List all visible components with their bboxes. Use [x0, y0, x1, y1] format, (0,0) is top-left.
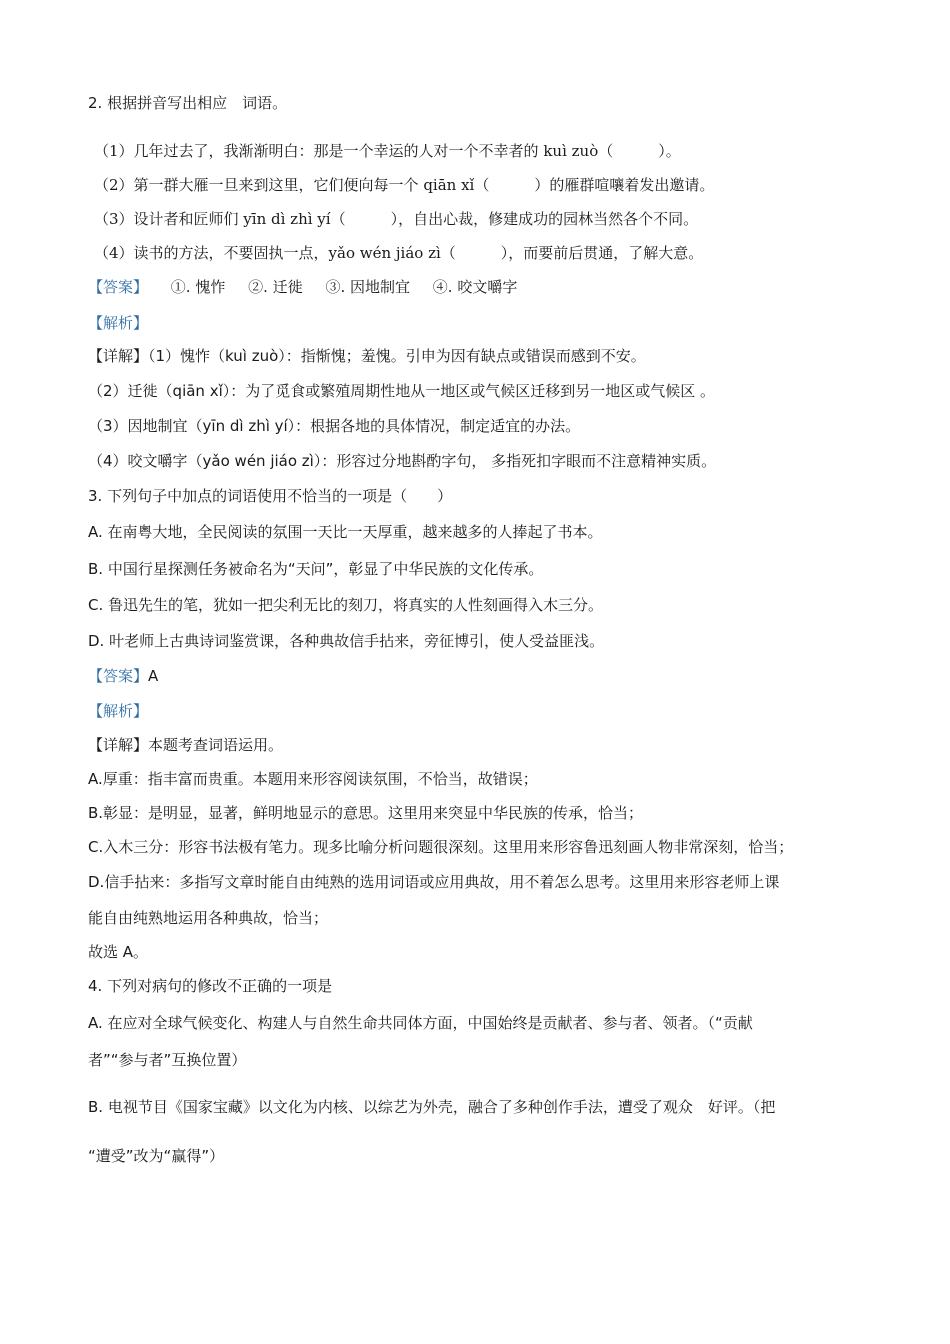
q2-analysis-label: 【解析】: [88, 314, 149, 332]
q2-item-3: （3）设计者和匠师们 yīn dì zhì yí（ ），自出心裁，修建成功的园林当然各个不同。: [94, 210, 699, 228]
q3-detail-1: 【详解】本题考查词语运用。: [88, 736, 284, 754]
q4-option-a-cont: 者”“参与者”互换位置）: [88, 1051, 247, 1069]
answer-1: ①. 愧怍: [170, 278, 226, 296]
q4-option-b-cont: “遭受”改为“赢得”）: [88, 1147, 225, 1165]
q3-title: 3. 下列句子中加点的词语使用不恰当的一项是（ ）: [88, 487, 453, 505]
answer-3: ③. 因地制宜: [325, 278, 410, 296]
q3-option-a: A. 在南粤大地，全民阅读的氛围一天比一天厚重，越来越多的人捧起了书本。: [88, 523, 603, 541]
q3-detail-2: A.厚重：指丰富而贵重。本题用来形容阅读氛围，不恰当，故错误；: [88, 770, 538, 788]
q2-detail-3: （3）因地制宜（yīn dì zhì yí）：根据各地的具体情况，制定适宜的办法。: [88, 417, 581, 435]
q3-detail-7: 故选 A。: [88, 943, 149, 961]
q3-detail-4: C.入木三分：形容书法极有笔力。现多比喻分析问题很深刻。这里用来形容鲁迅刻画人物非常深刻，恰当；: [88, 838, 794, 856]
q3-detail-5: D.信手拈来：多指写文章时能自由纯熟的选用词语或应用典故，用不着怎么思考。这里用来形容老师上课: [88, 873, 780, 891]
answer-label: 【答案】: [88, 667, 149, 685]
q3-answer-line: [88, 666, 158, 686]
q2-title: 2. 根据拼音写出相应 词语。: [88, 94, 288, 112]
q2-detail-1: 【详解】（1）愧怍（kuì zuò）：指惭愧；羞愧。引申为因有缺点或错误而感到不安。: [88, 347, 646, 365]
q2-detail-2: （2）迁徙（qiān xǐ）：为了觅食或繁殖周期性地从一地区或气候区迁移到另一地区或气候区 。: [88, 382, 716, 400]
q3-detail-6: 能自由纯熟地运用各种典故，恰当；: [88, 909, 329, 927]
q2-answer-line: [88, 277, 517, 297]
answer-label: 【答案】: [88, 278, 149, 296]
q4-option-b: B. 电视节目《国家宝藏》以文化为内核、以综艺为外壳，融合了多种创作手法，遭受了观众 好评。（把: [88, 1098, 776, 1116]
q2-item-1: （1）几年过去了，我渐渐明白：那是一个幸运的人对一个不幸者的 kuì zuò（ ）。: [94, 142, 681, 160]
q3-detail-3: B.彰显：是明显，显著，鲜明地显示的意思。这里用来突显中华民族的传承，恰当；: [88, 804, 644, 822]
answer-4: ④. 咬文嚼字: [432, 278, 518, 296]
q2-item-2: （2）第一群大雁一旦来到这里，它们便向每一个 qiān xǐ（ ）的雁群喧嚷着发出邀请。: [94, 176, 715, 194]
q3-option-c: C. 鲁迅先生的笔，犹如一把尖利无比的刻刀，将真实的人性刻画得入木三分。: [88, 596, 604, 614]
q3-answer: A: [148, 667, 159, 685]
q2-item-4: （4）读书的方法，不要固执一点，yǎo wén jiáo zì（ ），而要前后贯通，了解大意。: [94, 244, 704, 262]
answer-2: ②. 迁徙: [248, 278, 303, 296]
q3-analysis-label: 【解析】: [88, 702, 149, 720]
q2-detail-4: （4）咬文嚼字（yǎo wén jiáo zì）：形容过分地斟酌字句， 多指死扣字眼而不注意精神实质。: [88, 452, 717, 470]
q4-option-a: A. 在应对全球气候变化、构建人与自然生命共同体方面，中国始终是贡献者、参与者、领者。（“贡献: [88, 1014, 753, 1032]
q3-option-d: D. 叶老师上古典诗词鉴赏课，各种典故信手拈来，旁征博引，使人受益匪浅。: [88, 632, 605, 650]
q3-option-b: B. 中国行星探测任务被命名为“天问”，彰显了中华民族的文化传承。: [88, 560, 544, 578]
q4-title: 4. 下列对病句的修改不正确的一项是: [88, 977, 333, 995]
